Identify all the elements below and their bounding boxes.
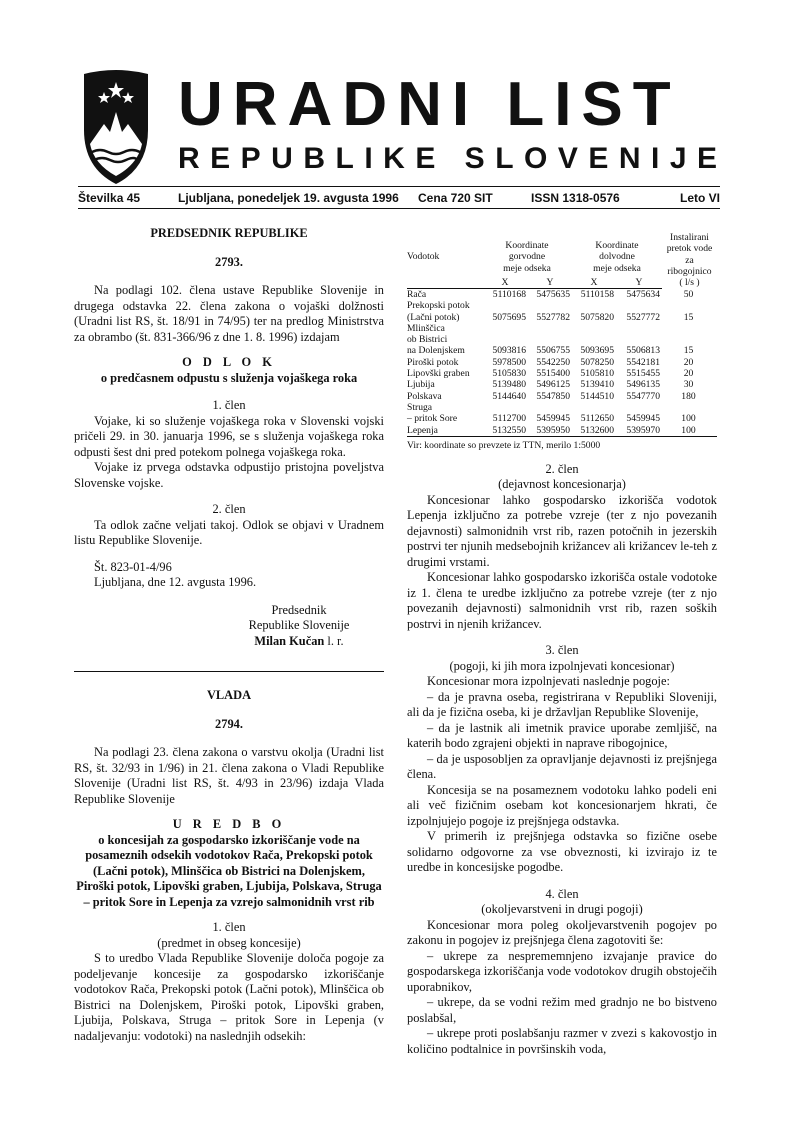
cell-dx: 5078250 xyxy=(580,356,614,368)
issue-year: Leto VI xyxy=(679,191,720,205)
odlok-article-1-heading: 1. člen xyxy=(212,398,246,412)
issue-number: Številka 45 xyxy=(78,191,141,205)
cell-dx: 5139410 xyxy=(580,379,614,391)
section-heading-government: VLADA xyxy=(206,688,252,702)
signature-block xyxy=(224,603,374,650)
cell-uy xyxy=(528,334,572,345)
table-row xyxy=(407,288,717,300)
signature-office: Republike Slovenije xyxy=(248,618,350,632)
cell-uy: 5542250 xyxy=(536,356,570,368)
cell-uy xyxy=(528,300,572,311)
uredba-article-1-p1: S to uredbo Vlada Republike Slovenije določa pogoje za podeljevanje koncesije za gospodarsko izkoriščanje vodotokov Rača, Prekopski potok (Lačni potok), Mlinščica ob Bistrici na Dolenjskem, Piroški potok, Lipovški graben, Ljubija, Polskava, Struga – pritok Sore in Lepenja (v nadaljevanju: vodotoki) na naslednjih odsekih: xyxy=(74,951,384,1043)
issue-line xyxy=(78,191,720,207)
cell-q xyxy=(662,402,717,413)
cell-dy xyxy=(616,323,662,334)
article-4-subheading: (okoljevarstveni in drugi pogoji) xyxy=(481,902,643,917)
cell-watercourse: Mlinščica xyxy=(407,322,445,334)
xy-spacer xyxy=(407,274,482,289)
cell-dy: 5475634 xyxy=(626,288,660,300)
right-column xyxy=(407,232,717,1057)
cell-dx: 5132600 xyxy=(572,425,616,437)
article-4-p1: Koncesionar mora poleg okoljevarstvenih pogojev po zakonu in pogojev iz prejšnjega člena zagotoviti še: xyxy=(407,917,717,948)
article-4-p3: – ukrepe, da se vodni režim med gradnjo ne bo bistveno poslabšal, xyxy=(407,995,717,1025)
cell-q xyxy=(662,334,717,345)
odlok-subtitle: o predčasnem odpustu s služenja vojaškega roka xyxy=(100,370,358,385)
cell-watercourse: (Lačni potok) xyxy=(407,311,460,323)
article-2-subheading: (dejavnost koncesionarja) xyxy=(498,477,626,492)
cell-dy: 5547770 xyxy=(626,390,660,402)
table-row xyxy=(407,334,717,345)
cell-uy: 5515400 xyxy=(536,368,570,380)
cell-watercourse: ob Bistrici xyxy=(407,334,448,346)
article-3-p1: Koncesionar mora izpolnjevati naslednje pogoje: xyxy=(427,674,670,689)
cell-uy: 5475635 xyxy=(536,288,570,300)
table-row xyxy=(407,345,717,356)
article-3-p4: – da je usposobljen za opravljanje dejavnosti iz prejšnjega člena. xyxy=(407,751,717,782)
flow-line-4: ( l/s ) xyxy=(679,277,700,289)
table-row xyxy=(407,312,717,323)
article-4-p2: – ukrepe za nesprememnjeno izvajanje pravice do gospodarskega izkoriščanja vode vodotokov drugih obstoječih uporabnikov, xyxy=(407,948,717,994)
cell-watercourse: Polskava xyxy=(407,390,442,402)
cell-q: 180 xyxy=(681,390,696,402)
cell-ux xyxy=(482,300,528,311)
upstream-x: X xyxy=(482,274,528,289)
issue-place-date: Ljubljana, ponedeljek 19. avgusta 1996 xyxy=(178,191,399,205)
cell-dy xyxy=(616,300,662,311)
article-4-p4: – ukrepe proti poslabšanju razmer v zvezi s kakovostjo in količino podtalnice in površinskih voda, xyxy=(407,1026,717,1056)
issue-price: Cena 720 SIT xyxy=(418,191,493,205)
upstream-line-1: Koordinate xyxy=(505,240,549,251)
table-row xyxy=(407,323,717,334)
signature-title: Predsednik xyxy=(271,602,327,617)
cell-dx: 5110158 xyxy=(580,288,614,300)
watercourse-table xyxy=(407,232,717,437)
cell-ux: 5139480 xyxy=(492,379,526,391)
upstream-line-3: meje odseka xyxy=(503,262,551,274)
cell-dx: 5093695 xyxy=(580,345,614,357)
article-3-p3: – da je lastnik ali imetnik pravice uporabe zemljišč, na katerih bodo zgrajeni objekti in naprave ribogojnice, xyxy=(407,720,717,751)
downstream-line-1: Koordinate xyxy=(595,240,639,251)
table-header-row xyxy=(407,232,717,274)
uredba-title: U R E D B O xyxy=(172,817,286,831)
cell-q xyxy=(662,323,717,334)
cell-uy xyxy=(528,402,572,413)
cell-watercourse: – pritok Sore xyxy=(407,413,458,425)
column-header-vodotok xyxy=(407,232,482,274)
downstream-line-3: meje odseka xyxy=(593,262,641,274)
upstream-line-2: gorvodne xyxy=(508,251,546,263)
cell-dx: 5112650 xyxy=(580,413,614,425)
cell-dx xyxy=(572,323,616,334)
uredba-article-1-subheading: (predmet in obseg koncesije) xyxy=(157,935,301,950)
cell-ux xyxy=(482,402,528,413)
cell-uy: 5459945 xyxy=(536,413,570,425)
downstream-y: Y xyxy=(616,274,662,289)
cell-q: 20 xyxy=(683,368,694,380)
column-header-downstream xyxy=(572,232,662,274)
cell-ux xyxy=(482,323,528,334)
cell-uy: 5527782 xyxy=(536,311,570,323)
cell-uy: 5395950 xyxy=(528,425,572,437)
cell-watercourse: Rača xyxy=(407,288,427,300)
uredba-preamble: Na podlagi 23. člena zakona o varstvu okolja (Uradni list RS, št. 32/93 in 1/96) in 21. člena zakona o Vladi Republike Slovenije (Uradni list RS, št. 4/93 in 23/96) izdaja Vlada Republike Slovenije xyxy=(74,745,384,806)
table-row xyxy=(407,413,717,424)
cell-dy: 5506813 xyxy=(626,345,660,357)
table-body xyxy=(407,288,717,436)
table-row xyxy=(407,425,717,437)
signature-suffix: l. r. xyxy=(324,633,344,648)
column-header-vodotok-text: Vodotok xyxy=(407,251,440,263)
table-row xyxy=(407,402,717,413)
table-row xyxy=(407,391,717,402)
cell-q: 50 xyxy=(683,288,694,300)
cell-watercourse: Ljubija xyxy=(407,379,435,391)
cell-dx: 5075820 xyxy=(580,311,614,323)
cell-q: 100 xyxy=(681,413,696,425)
article-3-heading: 3. člen xyxy=(545,643,579,658)
downstream-line-2: dolvodne xyxy=(599,251,635,263)
cell-uy: 5496125 xyxy=(536,379,570,391)
signature-name-line xyxy=(224,634,374,650)
uredba-article-1-heading: 1. člen xyxy=(212,920,246,934)
column-header-upstream xyxy=(482,232,572,274)
cell-q: 15 xyxy=(683,311,694,323)
cell-uy xyxy=(528,323,572,334)
cell-ux: 5144640 xyxy=(492,390,526,402)
cell-watercourse: Lipovški graben xyxy=(407,368,470,380)
cell-dx xyxy=(572,300,616,311)
odlok-article-1-p2: Vojake iz prvega odstavka odpustijo pristojna poveljstva Slovenske vojske. xyxy=(74,460,384,490)
header-rule-bottom xyxy=(78,208,720,209)
cell-q: 30 xyxy=(683,379,694,391)
cell-ux: 5978500 xyxy=(492,356,526,368)
cell-watercourse: Prekopski potok xyxy=(407,300,470,312)
cell-dx xyxy=(572,402,616,413)
cell-dy: 5527772 xyxy=(626,311,660,323)
article-3-subheading: (pogoji, ki jih mora izpolnjevati koncesionar) xyxy=(449,658,675,673)
section-divider xyxy=(74,671,384,672)
uredba-subtitle: o koncesijah za gospodarsko izkoriščanje vode na posameznih odsekih vodotokov Rača, Prekopski potok (Lačni potok), Mlinščica ob Bistrici na Dolenjskem, Piroški potok, Lipovški graben, Ljubija, Polskava, Struga – pritok Sore in Lepenja za vzrejo salmonidnih vrst rib xyxy=(76,832,382,909)
cell-watercourse: Struga xyxy=(407,401,433,413)
cell-dx xyxy=(572,334,616,345)
cell-dy: 5515455 xyxy=(626,368,660,380)
flow-line-3: za ribogojnico xyxy=(667,254,712,277)
section-heading-president: PREDSEDNIK REPUBLIKE xyxy=(150,226,308,240)
odlok-article-2-heading: 2. člen xyxy=(212,502,246,516)
cell-uy: 5547850 xyxy=(536,390,570,402)
act-number-2794: 2794. xyxy=(215,716,243,731)
flow-line-1: Instalirani xyxy=(670,232,709,243)
header-rule-top xyxy=(78,186,720,187)
article-2-p1: Koncesionar lahko gospodarsko izkorišča vodotok Lepenja izključno za potrebe vzreje (ter z njo povezanih dejavnosti) salmonidnih vrst rib, razen potočnih in jezerskih postrvi ter njunih medsebojnih križancev ali križancev le-teh z drugimi vrstami. xyxy=(407,492,717,569)
cell-q: 15 xyxy=(683,345,694,357)
masthead xyxy=(78,68,728,183)
upstream-y: Y xyxy=(528,274,572,289)
table-row xyxy=(407,300,717,311)
odlok-date: Ljubljana, dne 12. avgusta 1996. xyxy=(94,575,257,589)
table-row xyxy=(407,368,717,379)
cell-dx: 5144510 xyxy=(580,390,614,402)
article-4-heading: 4. člen xyxy=(545,886,579,901)
cell-q: 100 xyxy=(662,425,717,437)
odlok-article-1-p1: Vojake, ki so služenje vojaškega roka v Slovenski vojski pričeli 29. in 30. januarja 1996, se s služenja vojaškega roka odpusti šest dni pred potekom polnega vojaškega roka. xyxy=(74,413,384,459)
cell-ux: 5105830 xyxy=(492,368,526,380)
publication-subtitle: REPUBLIKE SLOVENIJE xyxy=(178,142,728,175)
cell-ux: 5132550 xyxy=(482,425,528,437)
odlok-title: O D L O K xyxy=(182,355,276,369)
odlok-reference: Št. 823-01-4/96 xyxy=(94,559,172,574)
publication-title: URADNI LIST xyxy=(178,70,681,139)
cell-dy: 5459945 xyxy=(626,413,660,425)
act-number-2793: 2793. xyxy=(215,254,243,269)
article-3-p2: – da je pravna oseba, registrirana v Republiki Sloveniji, ali da je fizična oseba, ki je državljan Republike Slovenije, xyxy=(407,689,717,720)
cell-dy: 5496135 xyxy=(626,379,660,391)
cell-uy: 5506755 xyxy=(536,345,570,357)
cell-ux xyxy=(482,334,528,345)
cell-dy xyxy=(616,334,662,345)
cell-ux: 5093816 xyxy=(492,345,526,357)
cell-watercourse: Lepenja xyxy=(407,425,482,437)
table-source-note: Vir: koordinate so prevzete iz TTN, merilo 1:5000 xyxy=(407,439,601,451)
article-2-heading: 2. člen xyxy=(545,461,579,476)
cell-ux: 5110168 xyxy=(492,288,526,300)
signature-name: Milan Kučan xyxy=(254,633,325,648)
cell-watercourse: na Dolenjskem xyxy=(407,345,465,357)
cell-dy: 5542181 xyxy=(626,356,660,368)
table-row xyxy=(407,357,717,368)
cell-ux: 5075695 xyxy=(492,311,526,323)
cell-q xyxy=(662,300,717,311)
cell-dx: 5105810 xyxy=(580,368,614,380)
cell-dy xyxy=(616,402,662,413)
cell-watercourse: Piroški potok xyxy=(407,356,459,368)
odlok-article-2-p1: Ta odlok začne veljati takoj. Odlok se objavi v Uradnem listu Republike Slovenije. xyxy=(74,517,384,547)
odlok-preamble: Na podlagi 102. člena ustave Republike Slovenije in drugega odstavka 22. člena zakona o vojaški dolžnosti (Uradni list RS, št. 18/91 in 74/95) ter na predlog Ministrstva za obrambo (št. 831-366/96 z dne 1. 8. 1996) izdajam xyxy=(74,283,384,344)
issue-issn: ISSN 1318-0576 xyxy=(531,191,620,205)
flow-line-2: pretok vode xyxy=(666,243,713,255)
coat-of-arms-icon xyxy=(78,68,154,186)
article-2-p2: Koncesionar lahko gospodarsko izkorišča ostale vodotoke iz 1. člena te uredbe izključno za potrebe vzreje (ter z njo povezanih dejavnosti) salmonidnih vrst rib, razen soških postrvi in njenih križancev. xyxy=(407,570,717,631)
table-row xyxy=(407,379,717,390)
cell-q: 20 xyxy=(683,356,694,368)
article-3-p6: V primerih iz prejšnjega odstavka so fizične osebe solidarno odgovorne za vse obveznosti, ki izvirajo iz te uredbe in koncesijske pogodbe. xyxy=(407,829,717,875)
article-3-p5: Koncesija se na posameznem vodotoku lahko podeli eni ali več fizičnim osebam kot koncesionarjem hkrati, če izpolnjujejo pogoje iz prejšnjega odstavka. xyxy=(407,782,717,828)
cell-ux: 5112700 xyxy=(492,413,526,425)
column-header-flow xyxy=(662,232,717,288)
downstream-x: X xyxy=(572,274,616,289)
cell-dy: 5395970 xyxy=(616,425,662,437)
left-column xyxy=(74,226,384,1044)
